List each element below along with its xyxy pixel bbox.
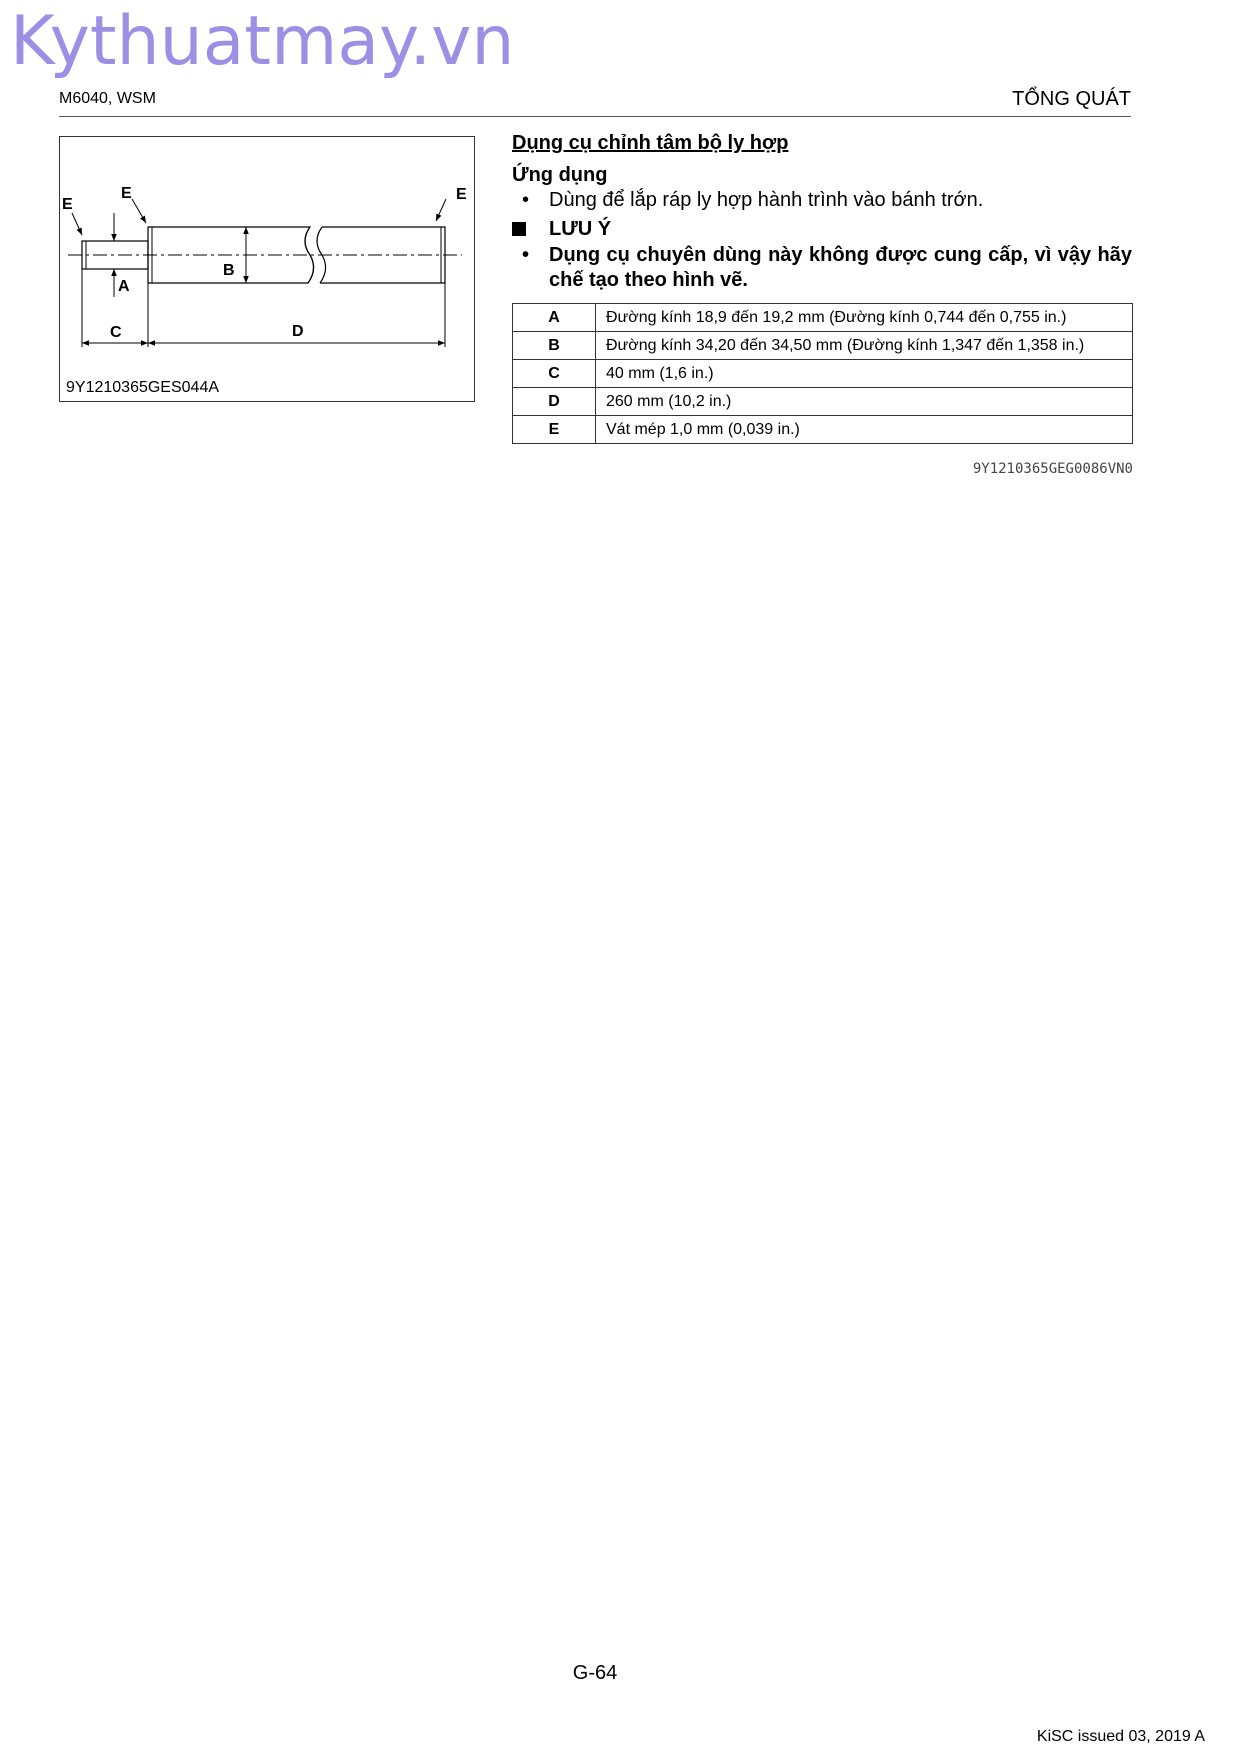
bullet-dot: •: [522, 244, 530, 266]
spec-key: B: [513, 332, 596, 360]
watermark: Kythuatmay.vn: [10, 2, 515, 81]
spec-key: C: [513, 360, 596, 388]
spec-table: [512, 303, 1133, 444]
note-heading: [512, 215, 1132, 243]
figure-code: 9Y1210365GES044A: [66, 379, 220, 396]
usage-heading: Ứng dụng: [512, 164, 608, 186]
note-text: Dụng cụ chuyên dùng này không được cung cấp, vì vậy hãy chế tạo theo hình vẽ.: [549, 244, 1132, 291]
usage-item: [512, 188, 1132, 213]
note-square-icon: [512, 222, 526, 236]
table-row: [513, 304, 1133, 332]
tool-drawing-svg: [60, 137, 476, 403]
table-row: [513, 416, 1133, 444]
section-title: Dụng cụ chỉnh tâm bộ ly hợp: [512, 132, 789, 154]
label-e-right: E: [456, 186, 467, 203]
tool-drawing: [59, 136, 475, 402]
spec-value: 260 mm (10,2 in.): [596, 388, 1133, 416]
label-d: D: [292, 323, 304, 340]
e-leader-mid: [132, 199, 146, 223]
bullet-dot: •: [522, 189, 530, 211]
spec-key: A: [513, 304, 596, 332]
usage-text: Dùng để lắp ráp ly hợp hành trình vào bánh trớn.: [549, 189, 984, 211]
document-code: 9Y1210365GEG0086VN0: [972, 461, 1133, 477]
spec-value: 40 mm (1,6 in.): [596, 360, 1133, 388]
table-row: [513, 332, 1133, 360]
spec-value: Đường kính 18,9 đến 19,2 mm (Đường kính 0,744 đến 0,755 in.): [596, 304, 1133, 332]
spec-key: E: [513, 416, 596, 444]
label-e-mid: E: [121, 185, 132, 202]
header-rule: [59, 116, 1131, 117]
e-leader-left: [72, 213, 82, 235]
section-content: [512, 130, 1132, 293]
label-a: A: [118, 278, 130, 295]
note-item: [512, 243, 1132, 293]
spec-value: Vát mép 1,0 mm (0,039 in.): [596, 416, 1133, 444]
page-number: G-64: [572, 1662, 618, 1684]
table-row: [513, 388, 1133, 416]
manual-id: M6040, WSM: [59, 90, 156, 107]
label-c: C: [110, 324, 122, 341]
chapter-title: TỔNG QUÁT: [1012, 88, 1131, 110]
e-leader-right: [436, 199, 446, 221]
spec-key: D: [513, 388, 596, 416]
note-heading-text: LƯU Ý: [549, 218, 612, 240]
table-row: [513, 360, 1133, 388]
spec-value: Đường kính 34,20 đến 34,50 mm (Đường kính 1,347 đến 1,358 in.): [596, 332, 1133, 360]
issue-info: KiSC issued 03, 2019 A: [1036, 1728, 1205, 1745]
label-b: B: [223, 262, 235, 279]
label-e-left: E: [62, 196, 73, 213]
